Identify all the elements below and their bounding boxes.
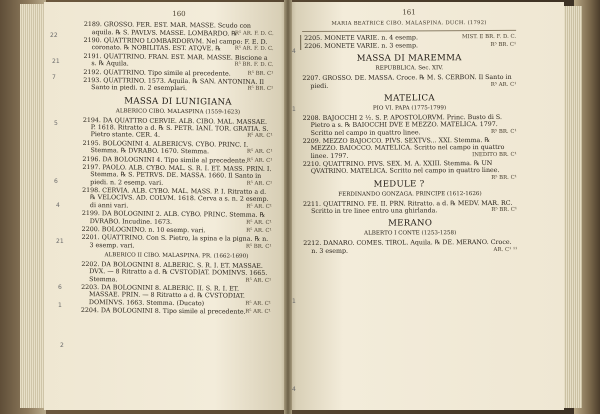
margin-mark: 4: [56, 202, 60, 209]
margin-mark: 21: [56, 238, 64, 245]
catalog-entry: 2191. QUATTRINO. FRAN. EST. MAR. MASSE. Biscione a s. ℞ Aquila. R⁵ BR. F. D. C.: [83, 52, 274, 69]
section-title: MASSA DI MAREMMA: [356, 53, 462, 65]
catalog-entry: 2207. GROSSO. DE. MASSA. Croce. ℞ M. S. CERBON. Il Santo in piedi. R⁵ AR. C¹: [302, 74, 517, 90]
margin-mark: 2: [60, 342, 64, 349]
entry-list-mid: [81, 117, 272, 251]
catalog-entry: 2193. QUATTRINO. 1573. Aquila. ℞ SAN. ANTONINA. Il Santo in piedi. n. 2 esemplari. R⁵ BR. C¹: [83, 77, 274, 93]
section-subtitle: PIO VI. PAPA (1775-1799): [372, 105, 447, 112]
page-number: 160: [172, 9, 186, 19]
entry-list-matelica: [302, 113, 517, 181]
section-subtitle: ALBERICO II CIBO. MALASPINA. PR. (1662-1690): [104, 252, 249, 260]
catalog-entry: 2208. BAJOCCHI 2 ½. S. P. APOSTOLORVM. Princ. Busto di S. Pietro a s. ℞ BAIOCCHI DVE E MEZZO. MATELICA. 1797. Scritto nel campo in quattro linee. R⁵ BR. C¹: [302, 113, 517, 137]
book-gutter: [284, 0, 292, 414]
section-title: MASSA DI LUNIGIANA: [124, 96, 232, 108]
catalog-entry: 2205. MONETE VARIE. n. 4 esemp. MIST. E BR. F. D. C.: [304, 33, 517, 42]
catalog-entry: 2202. DA BOLOGNINI 8. ALBERIC. S. R. I. ET. MASSAE. DVX. — 8 Ritratto a d. ℞ CVSTODIAT. DOMINVS. 1665. Stemma. R⁵ AR. C¹: [81, 261, 272, 284]
catalog-entry: 2189. GROSSO. FER. EST. MAR. MASSE. Scudo con aquila. ℞ S. PAVLVS. MASSE. LOMBARDO. ℞ R⁵ AR. F. D. C.: [83, 21, 274, 38]
catalog-entry: 2200. BOLOGNINO. n. 10 esemp. vari. R⁵ AR. C¹: [81, 225, 272, 235]
running-head: MARIA BEATRICE CIBO. MALASPINA. DUCH. (1792): [302, 20, 516, 31]
margin-mark: 1: [292, 298, 296, 305]
section-subtitle: ALBERTO I CONTE (1253-1258): [364, 230, 457, 237]
catalog-entry: 2190. QUATTRINO LOMBARDORVM. Nel campo: F. E. D. coronato. ℞ NOBILITAS. EST. ATQVE. ℞ R⁵ AR. F. D. C.: [83, 37, 274, 53]
right-page: [288, 2, 564, 410]
section-subtitle: REPUBBLICA. Sec. XIV.: [375, 65, 444, 72]
catalog-entry: 2197. PAOLO. ALB. CYBO. MAL. S. R. I. ET. MASS. PRIN. I. Stemma. ℞ S. PETRVS. DE. MASSA. 1660. Il Santo in piedi. n. 2 esemp. vari. R⁵ AR. C¹: [82, 164, 273, 187]
margin-mark: 5: [54, 120, 58, 127]
catalog-entry: 2192. QUATTRINO. Tipo simile al precedente. R⁵ BR. C¹: [83, 68, 274, 78]
catalog-entry: 2203. DA BOLOGNINI 8. ALBERIC. II. S. R. I. ET. MASSAE. PRIN. — 8 Ritratto a d. ℞ CVSTODIAT. DOMINVS. 1663. Stemma. (Ducato) R⁵ AR. C¹: [81, 284, 271, 308]
catalog-entry: 2194. DA QUATTRO CERVIE. ALB. CIBO. MAL. MASSAE. P. 1618. Ritratto a d. ℞ S. PETR. IANI. TOR. GRATIA. S. Pietro stante. CER. 4. R⁵ AR. C¹: [82, 116, 273, 140]
catalog-entry: 2206. MONETE VARIE. n. 3 esemp. R⁵ BR. C¹: [304, 41, 517, 51]
section-title: MATELICA: [384, 93, 435, 104]
margin-mark: 22: [50, 32, 58, 39]
margin-mark: 7: [52, 74, 56, 81]
entry-list-bottom: [81, 261, 272, 316]
catalog-entry: 2198. CERVIA. ALB. CYBO. MAL. MASS. P. I. Ritratto a d. ℞ VELOCIVS. AD. COLVM. 1618. Cerva a s. n. 2 esemp. di anni vari. R⁵ AR. C¹: [82, 187, 272, 210]
section-subtitle: ALBERICO CIBO. MALASPINA (1559-1623): [115, 108, 241, 116]
catalog-entry: 2212. DANARO. COMES. TIROL. Aquila. ℞ DE. MERANO. Croce. n. 3 esemp. AR. C¹ ¹¹: [303, 239, 518, 255]
catalog-entry: 2195. BOLOGNINI 4. ALBERICVS. CYBO. PRINC. I. Stemma. ℞ DVRABO. 1670. Stemma. R⁵ AR. C¹: [82, 139, 273, 156]
section-subtitle: FERDINANDO GONZAGA. PRINCIPE (1612-1626): [338, 190, 482, 198]
margin-mark: 1: [58, 302, 62, 309]
right-page-text: [302, 9, 517, 256]
catalog-entry: 2201. QUATTRINO. Con S. Pietro, la spina e la pigna. ℞ n. 3 esemp. vari. R⁵ BR. C¹: [81, 234, 272, 250]
catalog-entry: 2211. QUATTRINO. FE. II. PRN. Ritratto. a d. ℞ MEDV. MAR. RC. Scritto in tre linee entro una ghirlanda. R⁵ BR. C¹: [302, 199, 518, 215]
margin-mark: 6: [58, 284, 62, 291]
section-title: MERANO: [388, 218, 433, 229]
margin-mark: 1: [292, 106, 296, 113]
margin-mark: 4: [292, 48, 296, 55]
margin-mark: 4: [292, 386, 296, 393]
left-page-text: [81, 10, 274, 318]
page-number: 161: [402, 8, 416, 17]
left-page: [44, 2, 288, 410]
catalog-entry: 2204. DA BOLOGNINI 8. Tipo simile al precedente. R⁵ AR. C¹: [80, 307, 271, 316]
margin-mark: 6: [54, 178, 58, 185]
catalog-entry: 2210. QUATTRINO. PIVS. SEX. M. A. XXIII. Stemma. ℞ UN QVATRINO. MATELICA. Scritto nel campo in quattro linee. R⁵ BR. C¹: [302, 160, 517, 181]
section-title: MEDULE ?: [373, 179, 425, 190]
margin-mark: 21: [52, 58, 60, 65]
entry-list-top: [83, 21, 274, 93]
catalog-entry: 2196. DA BOLOGNINI 4. Tipo simile al precedente. R⁵ AR. C¹: [82, 155, 273, 165]
catalog-entry: 2199. DA BOLOGNINI 2. ALB. CYBO. PRINC. Stemma. ℞ DVRABO. Incudine. 1673. R⁵ AR. C¹: [81, 210, 272, 226]
catalog-entry: 2209. MEZZO BAJOCCO. PIVS. SEXTVS... XXI. Stemma. ℞ MEZZO. BAIOCCO. MATELICA. Scritto nel campo in quattro linee. 1797. INEDITO BR. C¹: [302, 137, 517, 160]
entry-list-top: [300, 33, 516, 50]
